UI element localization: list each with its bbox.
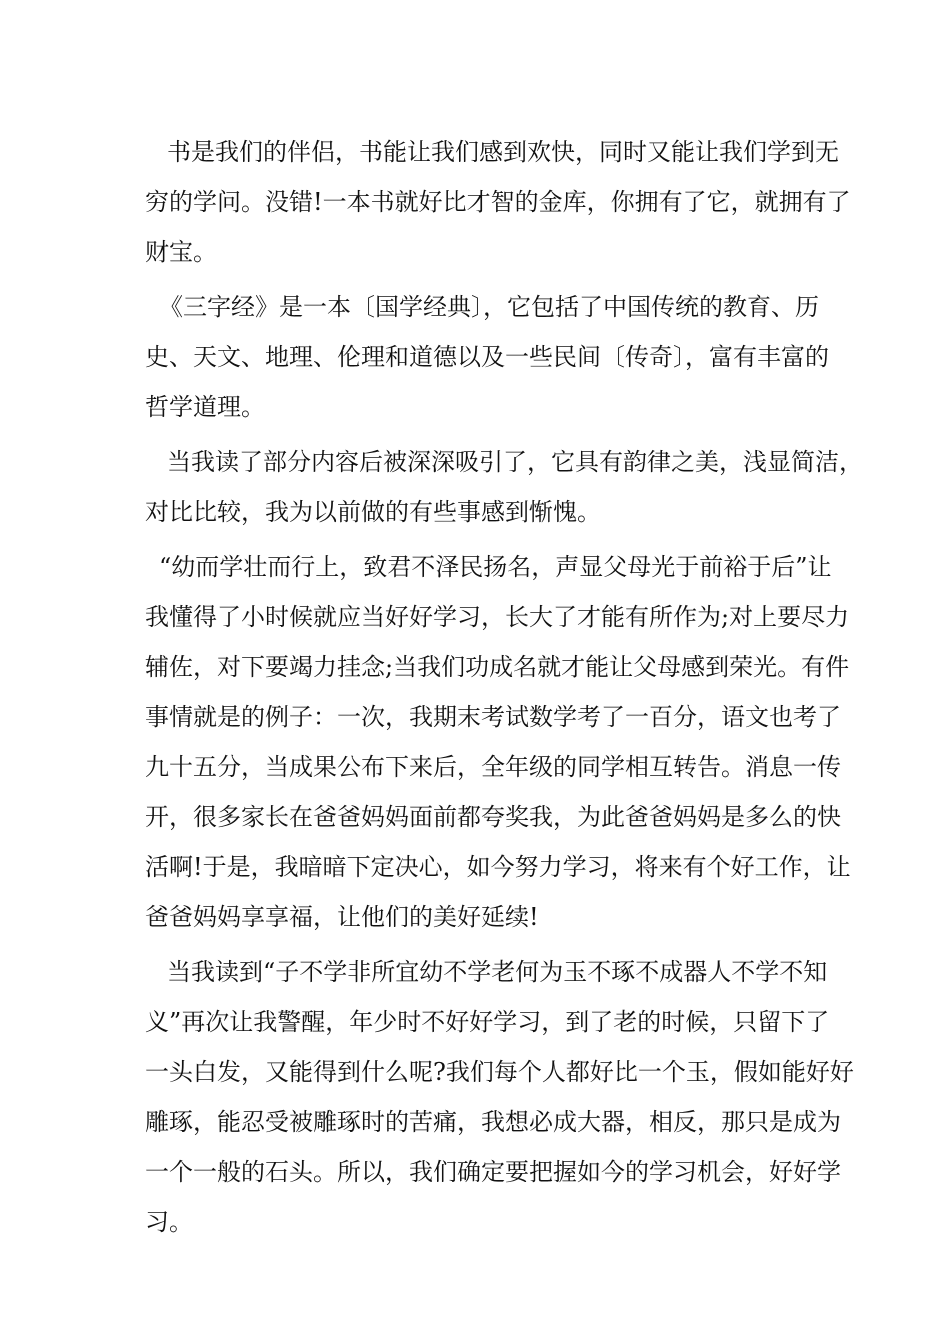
paragraph-line: 穷的学问。没错!一本书就好比才智的金库，你拥有了它，就拥有了 <box>145 188 851 216</box>
paragraph-line: 习。 <box>145 1208 193 1236</box>
paragraph-5 <box>145 947 854 1247</box>
paragraph-line: 爸爸妈妈享享福，让他们的美好延续! <box>145 903 539 931</box>
paragraph-line: 雕琢，能忍受被雕琢时的苦痛，我想必成大器，相反，那只是成为 <box>145 1108 841 1136</box>
paragraph-line: 事情就是的例子：一次，我期末考试数学考了一百分，语文也考了 <box>145 703 841 731</box>
paragraph-line: 哲学道理。 <box>145 393 265 421</box>
paragraph-line: 书是我们的伴侣，书能让我们感到欢快，同时又能让我们学到无 <box>167 138 839 166</box>
paragraph-line: 一个一般的石头。所以，我们确定要把握如今的学习机会，好好学 <box>145 1158 841 1186</box>
paragraph-line: “幼而学壮而行上，致君不泽民扬名，声显父母光于前裕于后”让 <box>159 553 832 581</box>
paragraph-4 <box>145 542 851 942</box>
paragraph-line: 开，很多家长在爸爸妈妈面前都夸奖我，为此爸爸妈妈是多么的快 <box>145 803 841 831</box>
paragraph-line: 九十五分，当成果公布下来后，全年级的同学相互转告。消息一传 <box>145 753 841 781</box>
paragraph-line: 《三字经》是一本〔国学经典〕，它包括了中国传统的教育、历 <box>159 293 819 321</box>
paragraph-line: 史、天文、地理、伦理和道德以及一些民间〔传奇〕，富有丰富的 <box>145 343 829 371</box>
paragraph-line: 一头白发，又能得到什么呢?我们每个人都好比一个玉，假如能好好 <box>145 1058 854 1086</box>
document-body <box>145 127 863 1247</box>
paragraph-line: 我懂得了小时候就应当好好学习，长大了才能有所作为;对上要尽力 <box>145 603 850 631</box>
paragraph-line: 义”再次让我警醒，年少时不好好学习，到了老的时候，只留下了 <box>145 1008 830 1036</box>
paragraph-line: 当我读到“子不学非所宜幼不学老何为玉不琢不成器人不学不知 <box>167 958 828 986</box>
paragraph-line: 对比比较，我为以前做的有些事感到惭愧。 <box>145 498 601 526</box>
paragraph-line: 辅佐，对下要竭力挂念;当我们功成名就才能让父母感到荣光。有件 <box>145 653 850 681</box>
paragraph-3 <box>145 437 863 537</box>
paragraph-line: 当我读了部分内容后被深深吸引了，它具有韵律之美，浅显简洁， <box>167 448 863 476</box>
paragraph-line: 活啊!于是，我暗暗下定决心，如今努力学习，将来有个好工作，让 <box>145 853 851 881</box>
paragraph-1 <box>145 127 851 277</box>
paragraph-line: 财宝。 <box>145 238 217 266</box>
paragraph-2 <box>145 282 829 432</box>
